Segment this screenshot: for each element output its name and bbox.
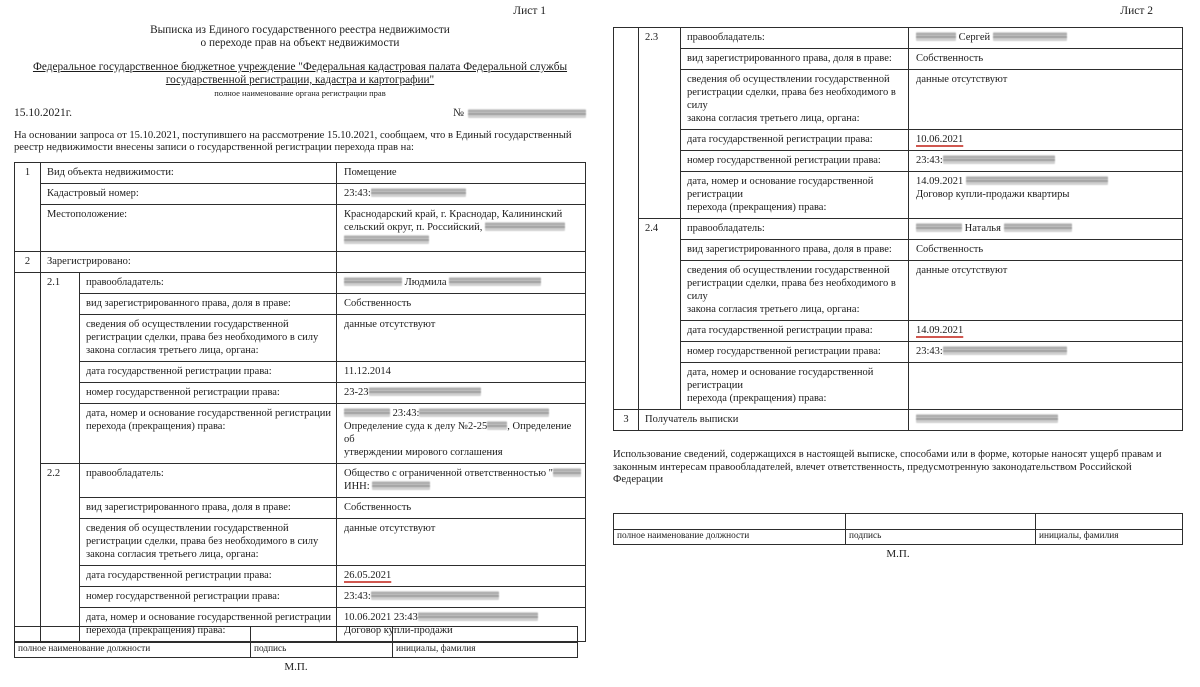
field-value-cell (909, 219, 1183, 240)
field-value-cell (909, 342, 1183, 363)
signature-caption-cell: полное наименование должности (15, 643, 251, 658)
redaction-bar (916, 223, 962, 232)
table-row (614, 172, 1183, 219)
field-label-cell (681, 342, 909, 363)
table-row (614, 261, 1183, 321)
field-value-cell (337, 163, 586, 184)
signature-field-cell (393, 627, 578, 643)
rights-table-sheet1 (14, 162, 586, 642)
value-text: данные отсутствуют (916, 265, 1008, 276)
value-text: Собственность (916, 53, 984, 64)
liability-note: Использование сведений, содержащихся в настоящей выписке, способами или в форме, которые наносят ущерб правам и законным интересам правообладателей, влечет ответственность, предусмотренную законодательством Российской Федерации (613, 449, 1162, 485)
label-line: дата, номер и основание государственной регистрации (687, 176, 874, 200)
label-line: номер государственной регистрации права: (86, 591, 280, 602)
label-line: закона согласия третьего лица, органа: (687, 113, 860, 124)
field-value-cell (337, 184, 586, 205)
cell-line (344, 318, 581, 331)
subsection-number-cell: 2.1 (41, 273, 80, 464)
redaction-bar (372, 481, 430, 490)
field-value-cell (909, 70, 1183, 130)
cell-line (344, 221, 581, 234)
stamp-placeholder: М.П. (886, 547, 910, 560)
value-text: Помещение (344, 167, 397, 178)
sheet-1 (14, 0, 586, 673)
field-value-cell (909, 240, 1183, 261)
redaction-bar (449, 277, 541, 286)
cell-line (344, 522, 581, 535)
label-line: дата государственной регистрации права: (687, 325, 873, 336)
field-value-cell (909, 261, 1183, 321)
label-line: закона согласия третьего лица, органа: (687, 304, 860, 315)
field-value-cell (337, 294, 586, 315)
field-value-cell (909, 130, 1183, 151)
label-line: перехода (прекращения) права: (86, 421, 226, 432)
label-line: перехода (прекращения) права: (86, 625, 226, 636)
field-value-cell (909, 28, 1183, 49)
field-value-cell (909, 172, 1183, 219)
field-value-cell (337, 404, 586, 464)
cell-line (916, 188, 1178, 201)
table-row (614, 363, 1183, 410)
field-label-cell (681, 321, 909, 342)
signature-block-sheet1 (14, 626, 578, 674)
value-text: , Определение об (344, 421, 572, 445)
label-line: вид зарегистрированного права, доля в праве: (687, 244, 892, 255)
redaction-bar (371, 591, 499, 600)
date-red-underline: 14.09.2021 (916, 325, 964, 336)
registration-authority-caption: полное наименование органа регистрации прав (214, 88, 386, 98)
value-text: Собственность (916, 244, 984, 255)
cell-line (344, 297, 581, 310)
field-value-cell (337, 519, 586, 566)
table-row (614, 49, 1183, 70)
field-label-cell (80, 315, 337, 362)
label-line: дата, номер и основание государственной регистрации (86, 408, 331, 419)
redaction-bar (371, 188, 466, 197)
cell-line (344, 234, 581, 247)
cell-line (916, 222, 1178, 235)
registration-authority-name: Федеральное государственное бюджетное учреждение "Федеральная кадастровая палата Федеральной службы государственной регистрации, кадастра и картографии" (32, 61, 568, 86)
table-row (614, 151, 1183, 172)
field-label-cell (681, 130, 909, 151)
field-label-cell (80, 404, 337, 464)
label-line: номер государственной регистрации права: (687, 346, 881, 357)
label-line: вид зарегистрированного права, доля в праве: (86, 298, 291, 309)
table-row (15, 587, 586, 608)
table-row (614, 219, 1183, 240)
table-row (15, 163, 586, 184)
cell-line (344, 276, 581, 289)
title-line-1: Выписка из Единого государственного реестра недвижимости (150, 24, 450, 36)
value-text: Определение суда к делу №2-25 (344, 421, 488, 432)
field-label-cell (681, 219, 909, 240)
field-label-cell (681, 240, 909, 261)
cell-line (916, 31, 1178, 44)
value-text: утверждении мирового соглашения (344, 447, 503, 458)
sheet-2 (613, 0, 1183, 561)
table-row (15, 362, 586, 383)
field-label-cell (80, 566, 337, 587)
field-label-cell (639, 410, 909, 431)
redaction-bar (916, 414, 1058, 423)
label-line: закона согласия третьего лица, органа: (86, 345, 259, 356)
section-number-cell: 1 (15, 163, 41, 252)
field-label-cell (80, 273, 337, 294)
field-label-cell (80, 498, 337, 519)
label-line: Местоположение: (47, 209, 128, 220)
value-text: сельский округ, п. Российский, (344, 222, 485, 233)
date-red-underline: 10.06.2021 (916, 134, 964, 145)
field-label-cell (681, 151, 909, 172)
redaction-bar (468, 109, 586, 118)
field-value-cell (909, 49, 1183, 70)
subsection-number-cell: 2.2 (41, 464, 80, 642)
label-line: регистрации сделки, права без необходимого в силу (687, 278, 896, 302)
value-text: ИНН: (344, 481, 373, 492)
field-label-cell (681, 28, 909, 49)
table-row (15, 566, 586, 587)
label-line: перехода (прекращения) права: (687, 202, 827, 213)
document-number-label: № (453, 107, 464, 119)
value-text: Краснодарский край, г. Краснодар, Калининский (344, 209, 563, 220)
label-line: дата, номер и основание государственной регистрации (86, 612, 331, 623)
label-line: сведения об осуществлении государственной (86, 319, 289, 330)
section-number-cell: 2 (15, 252, 41, 273)
value-text: 23-23 (344, 387, 369, 398)
stamp-placeholder: М.П. (284, 661, 308, 673)
label-line: дата государственной регистрации права: (86, 570, 272, 581)
value-text: 14.09.2021 (916, 176, 966, 187)
cell-line (344, 208, 581, 221)
field-value-cell (909, 151, 1183, 172)
label-line: вид зарегистрированного права, доля в праве: (86, 502, 291, 513)
cell-line (344, 166, 581, 179)
signature-block-sheet2 (613, 513, 1183, 561)
cell-line (344, 590, 581, 603)
label-line: правообладатель: (86, 277, 164, 288)
label-line: номер государственной регистрации права: (687, 155, 881, 166)
cell-line (344, 407, 581, 420)
table-row (15, 294, 586, 315)
signature-empty-row (15, 627, 578, 643)
redaction-bar (553, 468, 581, 477)
signature-caption-cell: подпись (251, 643, 393, 658)
label-line: сведения об осуществлении государственной (687, 265, 890, 276)
signature-caption-cell: подпись (846, 529, 1036, 544)
registration-authority-block (14, 61, 586, 98)
field-label-cell (681, 70, 909, 130)
label-line: правообладатель: (687, 223, 765, 234)
signature-empty-row (614, 513, 1183, 529)
table-row (614, 342, 1183, 363)
redaction-bar (966, 176, 1108, 185)
field-value-cell (337, 566, 586, 587)
intro-paragraph: На основании запроса от 15.10.2021, поступившего на рассмотрение 15.10.2021, сообщаем, что в Единый государственный реестр недвижимости внесены записи о государственной регистрации перехода прав на: (14, 130, 572, 153)
label-line: правообладатель: (86, 468, 164, 479)
field-label-cell (681, 363, 909, 410)
table-row (15, 252, 586, 273)
field-label-cell (41, 252, 337, 273)
field-label-cell (41, 184, 337, 205)
signature-field-cell (251, 627, 393, 643)
cell-line (344, 446, 581, 459)
field-label-cell (80, 294, 337, 315)
table-row (614, 240, 1183, 261)
cell-line (916, 154, 1178, 167)
label-line: регистрации сделки, права без необходимого в силу (86, 536, 319, 547)
redaction-bar (485, 222, 565, 231)
document-date: 15.10.2021г. (14, 107, 73, 119)
field-label-cell (80, 464, 337, 498)
label-line: закона согласия третьего лица, органа: (86, 549, 259, 560)
field-value-cell (337, 362, 586, 383)
field-value-cell (337, 587, 586, 608)
label-line: дата государственной регистрации права: (687, 134, 873, 145)
cell-line (344, 480, 581, 493)
redaction-bar (1004, 223, 1072, 232)
label-line: дата, номер и основание государственной регистрации (687, 367, 874, 391)
cell-line (916, 413, 1178, 426)
cell-line (916, 52, 1178, 65)
cell-line (916, 175, 1178, 188)
cell-line (916, 264, 1178, 277)
signature-field-cell (846, 513, 1036, 529)
field-value-cell (337, 205, 586, 252)
value-text: 23:43: (344, 591, 371, 602)
value-text: 10.06.2021 23:43 (344, 612, 418, 623)
cell-line (344, 365, 581, 378)
table-row (614, 130, 1183, 151)
subsection-number-cell: 2.3 (639, 28, 681, 219)
cell-line (916, 243, 1178, 256)
cell-line (344, 420, 581, 446)
table-row (15, 404, 586, 464)
value-text: данные отсутствуют (344, 523, 436, 534)
field-label-cell (41, 205, 337, 252)
field-label-cell (681, 49, 909, 70)
signature-table-sheet2 (613, 513, 1183, 545)
signature-caption-cell: инициалы, фамилия (1036, 529, 1183, 544)
field-label-cell (681, 172, 909, 219)
field-value-cell (909, 410, 1183, 431)
field-label-cell (80, 519, 337, 566)
redaction-bar (943, 155, 1055, 164)
label-line: дата государственной регистрации права: (86, 366, 272, 377)
section-number-cell: 3 (614, 410, 639, 431)
value-text: Собственность (344, 502, 412, 513)
table-row (614, 70, 1183, 130)
table-row (15, 519, 586, 566)
field-label-cell (41, 163, 337, 184)
value-text: 23:43: (916, 155, 943, 166)
value-text: данные отсутствуют (344, 319, 436, 330)
field-label-cell (80, 383, 337, 404)
cell-line (344, 467, 581, 480)
signature-field-cell (614, 513, 846, 529)
label-line: регистрации сделки, права без необходимого в силу (86, 332, 319, 343)
label-line: перехода (прекращения) права: (687, 393, 827, 404)
signature-field-cell (15, 627, 251, 643)
document-number (453, 107, 586, 119)
redaction-bar (369, 387, 481, 396)
redaction-bar (487, 421, 507, 430)
cell-line (344, 611, 581, 624)
value-text: Общество с ограниченной ответственностью " (344, 468, 553, 479)
field-label-cell (80, 362, 337, 383)
redaction-bar (916, 32, 956, 41)
value-text: 11.12.2014 (344, 366, 391, 377)
redaction-bar (344, 408, 390, 417)
document-title (14, 24, 586, 49)
field-label-cell (80, 587, 337, 608)
value-text: данные отсутствуют (916, 74, 1008, 85)
signature-table-sheet1 (14, 626, 578, 658)
redaction-bar (419, 408, 549, 417)
label-line: Вид объекта недвижимости: (47, 167, 174, 178)
section-spacer-cell (15, 273, 41, 642)
cell-line (344, 569, 581, 582)
redaction-bar (344, 277, 402, 286)
value-text: 23:43: (916, 346, 943, 357)
label-line: сведения об осуществлении государственной (86, 523, 289, 534)
cell-line (344, 501, 581, 514)
field-value-cell (909, 321, 1183, 342)
sheet1-label: Лист 1 (513, 5, 546, 17)
redaction-bar (344, 235, 429, 244)
redaction-bar (993, 32, 1067, 41)
label-line: сведения об осуществлении государственной (687, 74, 890, 85)
label-line: Кадастровый номер: (47, 188, 139, 199)
cell-line (916, 324, 1178, 337)
sheet2-label: Лист 2 (1120, 5, 1153, 17)
rights-table-sheet2 (613, 27, 1183, 431)
value-text: 23:43: (390, 408, 420, 419)
table-row (15, 383, 586, 404)
value-text: Собственность (344, 298, 412, 309)
value-text: Сергей (956, 32, 993, 43)
field-value-cell (909, 363, 1183, 410)
field-value-cell (337, 383, 586, 404)
table-row (15, 273, 586, 294)
label-line: номер государственной регистрации права: (86, 387, 280, 398)
cell-line (916, 345, 1178, 358)
cell-line (344, 386, 581, 399)
redaction-bar (943, 346, 1067, 355)
table-row (15, 498, 586, 519)
table-row (614, 410, 1183, 431)
signature-caption-cell: полное наименование должности (614, 529, 846, 544)
signature-caption-row (15, 643, 578, 658)
value-text: Договор купли-продажи квартиры (916, 189, 1070, 200)
signature-field-cell (1036, 513, 1183, 529)
table-row (15, 315, 586, 362)
value-text: Людмила (402, 277, 450, 288)
subsection-number-cell: 2.4 (639, 219, 681, 410)
date-number-row (14, 107, 586, 119)
field-value-cell (337, 315, 586, 362)
table-row (15, 205, 586, 252)
label-line: правообладатель: (687, 32, 765, 43)
field-value-cell (337, 273, 586, 294)
field-value-cell (337, 498, 586, 519)
title-line-2: о переходе прав на объект недвижимости (200, 36, 400, 49)
signature-caption-cell: инициалы, фамилия (393, 643, 578, 658)
value-text: Наталья (962, 223, 1004, 234)
value-text: 23:43: (344, 188, 371, 199)
label-line: вид зарегистрированного права, доля в праве: (687, 53, 892, 64)
table-row (15, 184, 586, 205)
cell-line (916, 133, 1178, 146)
date-red-underline: 26.05.2021 (344, 570, 392, 581)
table-row (614, 321, 1183, 342)
redaction-bar (418, 612, 538, 621)
value-text: Договор купли-продажи (344, 625, 453, 636)
label-line: регистрации сделки, права без необходимого в силу (687, 87, 896, 111)
signature-caption-row (614, 529, 1183, 544)
label-line: Получатель выписки (645, 414, 739, 425)
cell-line (344, 187, 581, 200)
cell-line (916, 73, 1178, 86)
table-row (15, 464, 586, 498)
section-spacer-cell (614, 28, 639, 410)
field-value-cell (337, 252, 586, 273)
table-row (614, 28, 1183, 49)
field-label-cell (681, 261, 909, 321)
field-value-cell (337, 464, 586, 498)
label-line: Зарегистрировано: (47, 256, 131, 267)
